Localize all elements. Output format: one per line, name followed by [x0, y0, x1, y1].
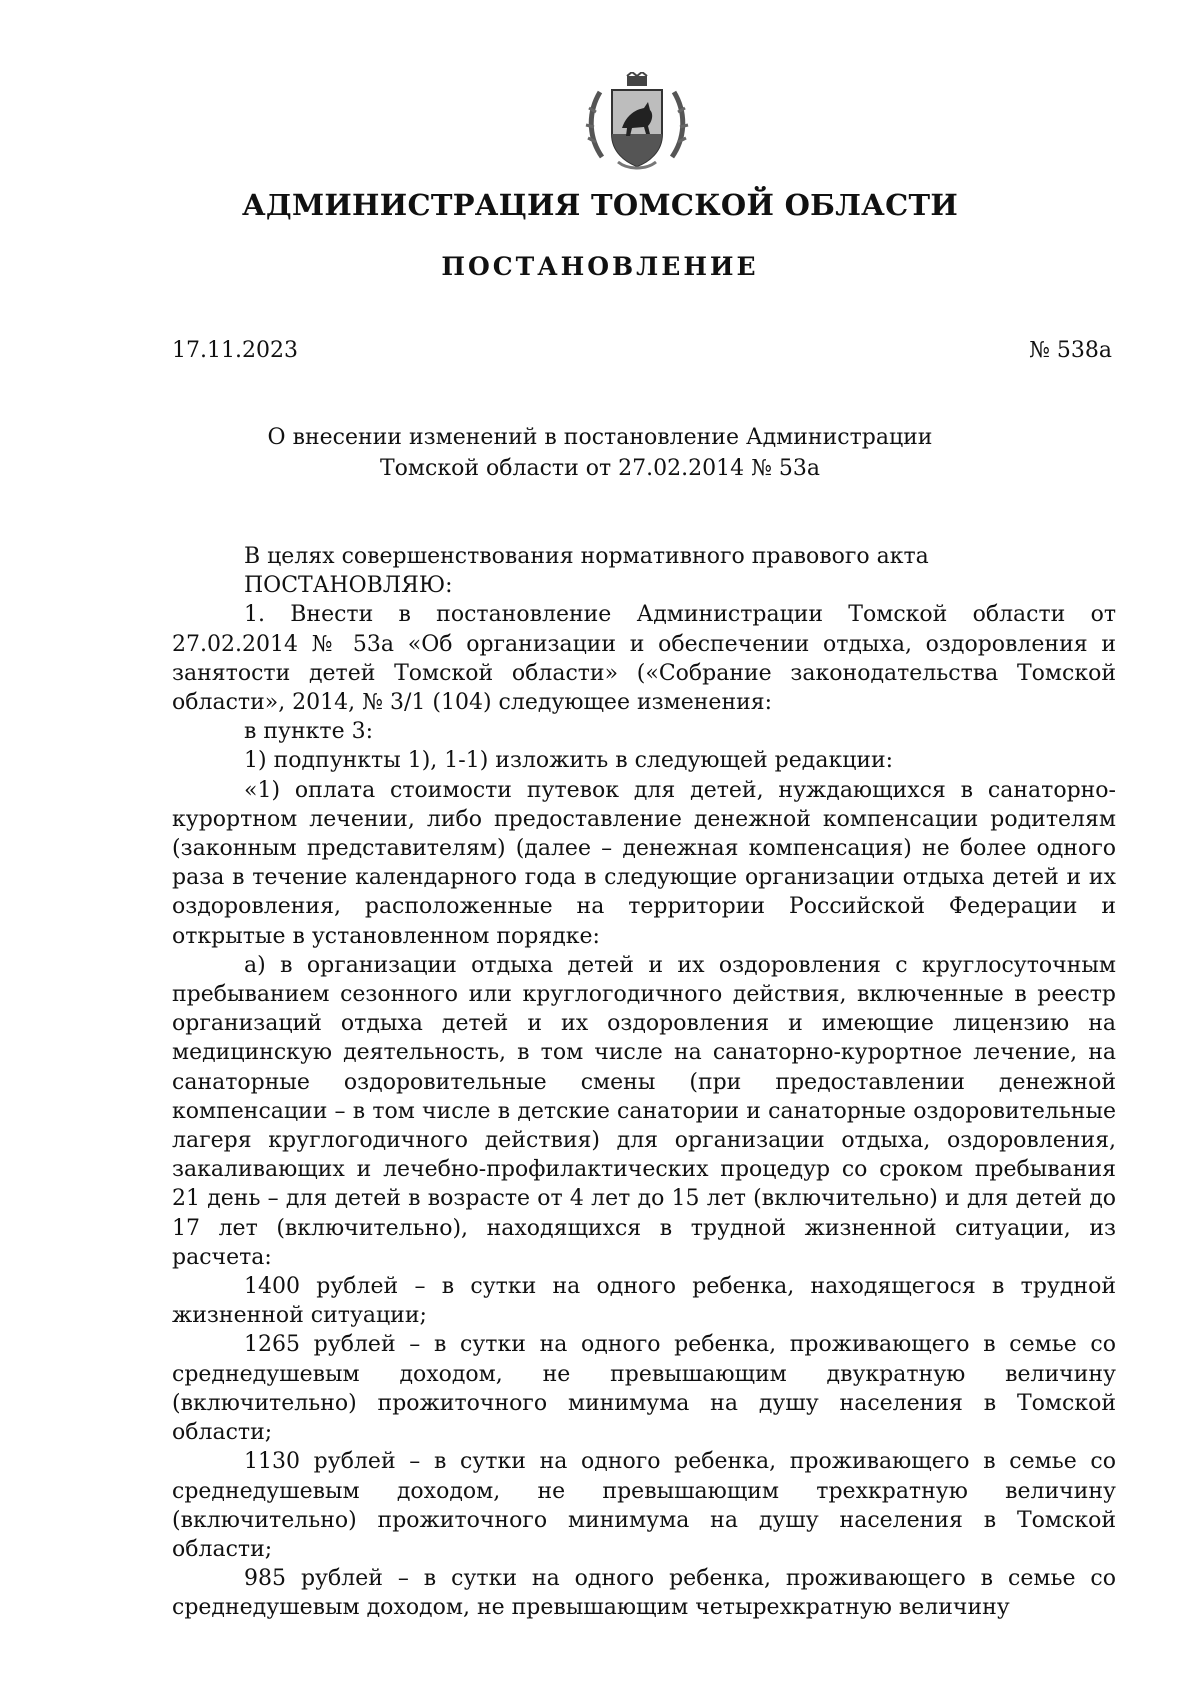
coat-of-arms-icon [582, 72, 692, 172]
paragraph-rate-1130: 1130 рублей – в сутки на одного ребенка, проживающего в семье со среднедушевым доходом, не превышающим трехкратную величину (включительно) прожиточного минимума на душу населения в Томской области; [172, 1449, 1116, 1562]
paragraph-subpoints: 1) подпункты 1), 1-1) изложить в следующей редакции: [244, 748, 894, 774]
organization-title: АДМИНИСТРАЦИЯ ТОМСКОЙ ОБЛАСТИ [241, 188, 959, 222]
paragraph-rate-1265: 1265 рублей – в сутки на одного ребенка, проживающего в семье со среднедушевым доходом, не превышающим двукратную величину (включительно) прожиточного минимума на душу населения в Томской области; [172, 1332, 1116, 1446]
paragraph-subpoint-1: «1) оплата стоимости путевок для детей, нуждающихся в санаторно-курортном лечении, либо предоставление денежной компенсации родителям (законным представителям) (далее – денежная компенсация) не более одного раза в течение календарного года в следующие организации отдыха детей и их оздоровления, расположенные на территории Российской Федерации и открытые в установленном порядке: [172, 777, 1116, 949]
document-date: 17.11.2023 [172, 338, 298, 363]
paragraph-rate-985: 985 рублей – в сутки на одного ребенка, проживающего в семье со среднедушевым доходом, не превышающим четырехкратную величину [172, 1566, 1116, 1621]
paragraph-subpoint-a: а) в организации отдыха детей и их оздоровления с круглосуточным пребыванием сезонного или круглогодичного действия, включенные в реестр организаций отдыха детей и их оздоровления и имеющие лицензию на медицинскую деятельность, в том числе на санаторно-курортное лечение, на санаторные оздоровительные смены (при предоставлении денежной компенсации – в том числе в детские санатории и санаторные оздоровительные лагеря круглогодичного действия) для организации отдыха, оздоровления, закаливающих и лечебно-профилактических процедур со сроком пребывания 21 день – для детей в возрасте от 4 лет до 15 лет (включительно) и для детей до 17 лет (включительно), находящихся в трудной жизненной ситуации, из расчета: [172, 952, 1116, 1270]
paragraph-preamble: В целях совершенствования нормативного правового акта [244, 544, 929, 569]
document-body [172, 542, 1116, 1623]
subject-line-2: Томской области от 27.02.2014 № 53а [379, 456, 821, 481]
paragraph-rate-1400: 1400 рублей – в сутки на одного ребенка, находящегося в трудной жизненной ситуации; [172, 1274, 1116, 1329]
paragraph-item-1: 1. Внести в постановление Администрации Томской области от 27.02.2014 № 53а «Об организации и обеспечении отдыха, оздоровления и занятости детей Томской области» («Собрание законодательства Томской области», 2014, № 3/1 (104) следующее изменения: [172, 602, 1116, 716]
document-number: № 538а [1029, 338, 1112, 363]
document-subject [0, 422, 1200, 484]
paragraph-point-3: в пункте 3: [244, 719, 373, 745]
document-type: ПОСТАНОВЛЕНИЕ [441, 252, 759, 281]
subject-line-1: О внесении изменений в постановление Администрации [267, 425, 933, 450]
paragraph-resolve: ПОСТАНОВЛЯЮ: [244, 573, 453, 599]
